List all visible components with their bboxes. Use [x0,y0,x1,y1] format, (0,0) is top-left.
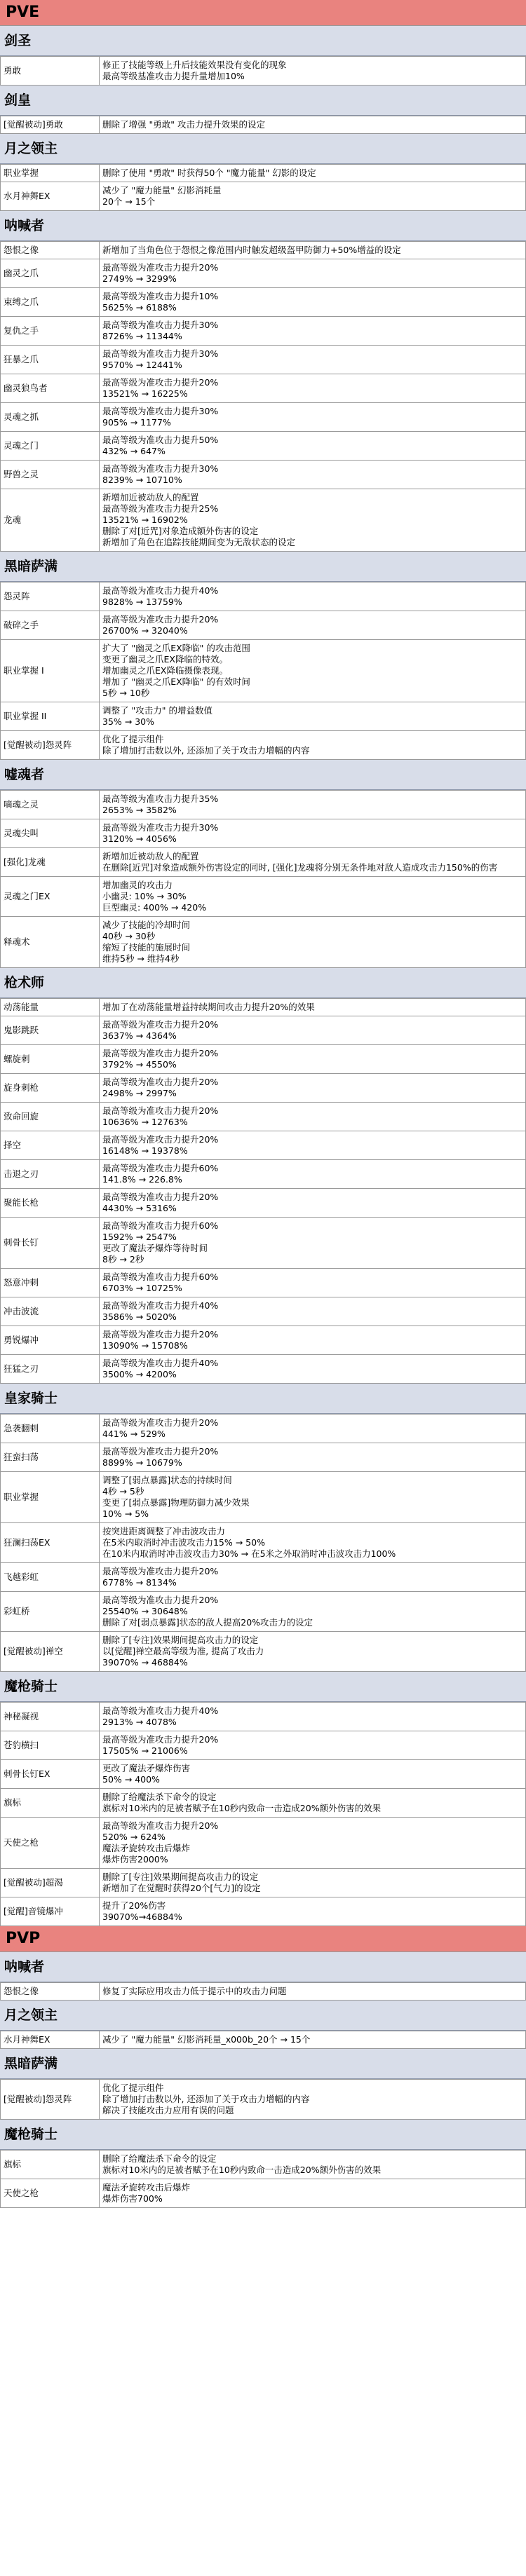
table-row [1,1760,526,1789]
skill-name: 嘀魂之灵 [1,791,100,819]
skill-table [0,164,526,211]
table-row [1,1016,526,1045]
skill-table [0,1982,526,2001]
skill-change: 修复了实际应用攻击力低于提示中的攻击力问题 [100,1983,526,2001]
skill-name: [觉醒被动]禅空 [1,1632,100,1672]
skill-name: 聚能长枪 [1,1189,100,1218]
class-header: 皇家骑士 [0,1384,526,1414]
skill-change: 新增加近被动敌人的配置 在删除[近咒]对象造成额外伤害设定的同时, [强化]龙魂将分别无条件地对敌人造成攻击力150%的伤害 [100,848,526,877]
class-header: 月之领主 [0,2001,526,2031]
skill-change: 最高等级为准攻击力提升20% 6778% → 8134% [100,1563,526,1592]
table-row [1,1789,526,1818]
skill-change: 优化了提示组件 除了增加打击数以外, 还添加了关于攻击力增幅的内容 [100,731,526,760]
skill-name: 冲击波流 [1,1297,100,1326]
table-row [1,917,526,968]
skill-change: 删除了给魔法杀下命令的设定 旗标对10米内的足被者赋予在10秒内致命一击造成20%额外伤害的效果 [100,1789,526,1818]
skill-change: 调整了[弱点暴露]状态的持续时间 4秒 → 5秒 变更了[弱点暴露]物理防御力减少效果 10% → 5% [100,1472,526,1523]
skill-change: 优化了提示组件 除了增加打击数以外, 还添加了关于攻击力增幅的内容 解决了技能攻击力应用有误的问题 [100,2080,526,2120]
skill-name: 野兽之灵 [1,461,100,489]
skill-change: 减少了 "魔力能量" 幻影消耗量_x000b_20个 → 15个 [100,2031,526,2049]
skill-name: 彩虹桥 [1,1592,100,1632]
skill-change: 最高等级为准攻击力提升30% 905% → 1177% [100,403,526,432]
table-row [1,877,526,917]
table-row [1,2031,526,2049]
table-row [1,1269,526,1297]
skill-table [0,2079,526,2120]
table-row [1,403,526,432]
skill-change: 最高等级为准攻击力提升20% 25540% → 30648% 删除了对[弱点暴露]状态的敌人提高20%攻击力的设定 [100,1592,526,1632]
mode-header: PVE [0,0,526,26]
skill-name: 勇锐爆冲 [1,1326,100,1355]
skill-change: 最高等级为准攻击力提升20% 17505% → 21006% [100,1731,526,1760]
skill-table [0,582,526,760]
skill-table [0,241,526,552]
skill-name: 天使之枪 [1,2179,100,2208]
table-row [1,2179,526,2208]
skill-name: 择空 [1,1131,100,1160]
skill-name: 职业掌握 I [1,640,100,702]
table-row [1,791,526,819]
skill-change: 最高等级为准攻击力提升50% 432% → 647% [100,432,526,461]
skill-change: 调整了 "攻击力" 的增益数值 35% → 30% [100,702,526,731]
skill-name: 释魂术 [1,917,100,968]
skill-name: 旗标 [1,1789,100,1818]
skill-name: 狂猛之刃 [1,1355,100,1384]
skill-change: 最高等级为准攻击力提升40% 9828% → 13759% [100,582,526,611]
skill-name: 束缚之爪 [1,288,100,317]
table-row [1,1523,526,1563]
skill-change: 减少了技能的冷却时间 40秒 → 30秒 缩短了技能的施展时间 维持5秒 → 维持4秒 [100,917,526,968]
class-header: 嘘魂者 [0,760,526,790]
class-header: 黑暗萨满 [0,552,526,582]
skill-name: 苍豹横扫 [1,1731,100,1760]
skill-change: 更改了魔法矛爆炸伤害 50% → 400% [100,1760,526,1789]
table-row [1,819,526,848]
skill-name: 螺旋刺 [1,1045,100,1074]
table-row [1,1897,526,1926]
skill-change: 删除了使用 "勇敢" 时获得50个 "魔力能量" 幻影的设定 [100,165,526,182]
table-row [1,259,526,288]
skill-table [0,1702,526,1926]
table-row [1,346,526,374]
skill-change: 最高等级为准攻击力提升30% 9570% → 12441% [100,346,526,374]
skill-name: 神秘凝视 [1,1703,100,1731]
skill-change: 新增加近被动敌人的配置 最高等级为准攻击力提升25% 13521% → 16902% 删除了对[近咒]对象造成额外伤害的设定 新增加了角色在追踪技能期间变为无敌状态的设定 [100,489,526,552]
table-row [1,1297,526,1326]
skill-change: 最高等级为准攻击力提升60% 6703% → 10725% [100,1269,526,1297]
skill-change: 修正了技能等级上升后技能效果没有变化的现象 最高等级基准攻击力提升量增加10% [100,57,526,86]
skill-name: 水月神舞EX [1,182,100,211]
skill-name: 龙魂 [1,489,100,552]
skill-name: 职业掌握 [1,165,100,182]
table-row [1,1218,526,1269]
skill-change: 提升了20%伤害 39070%→46884% [100,1897,526,1926]
class-header: 枪术师 [0,968,526,998]
table-row [1,1632,526,1672]
class-header: 剑皇 [0,86,526,116]
skill-change: 最高等级为准攻击力提升30% 8726% → 11344% [100,317,526,346]
skill-name: 水月神舞EX [1,2031,100,2049]
skill-name: 刺骨长钉EX [1,1760,100,1789]
skill-change: 最高等级为准攻击力提升60% 141.8% → 226.8% [100,1160,526,1189]
skill-name: 复仇之手 [1,317,100,346]
skill-name: 怨灵阵 [1,582,100,611]
skill-change: 删除了给魔法杀下命令的设定 旗标对10米内的足被者赋予在10秒内致命一击造成20%额外伤害的效果 [100,2151,526,2179]
table-row [1,489,526,552]
skill-change: 删除了增强 "勇敢" 攻击力提升效果的设定 [100,116,526,134]
skill-change: 删除了[专注]效果期间提高攻击力的设定 以[觉醒]禅空最高等级为准, 提高了攻击力 39070% → 46884% [100,1632,526,1672]
skill-change: 新增加了当角色位于怨恨之像范围内时触发超级盔甲防御力+50%增益的设定 [100,242,526,259]
class-header: 魔枪骑士 [0,1672,526,1702]
table-row [1,1045,526,1074]
table-row [1,2080,526,2120]
skill-name: 职业掌握 [1,1472,100,1523]
skill-table [0,998,526,1384]
skill-name: 幽灵狼鸟者 [1,374,100,403]
table-row [1,1472,526,1523]
table-row [1,1415,526,1443]
class-header: 魔枪骑士 [0,2120,526,2150]
table-row [1,1731,526,1760]
skill-name: 怨恨之像 [1,242,100,259]
skill-name: 鬼影跳跃 [1,1016,100,1045]
mode-header: PVP [0,1926,526,1952]
skill-change: 扩大了 "幽灵之爪EX降临" 的攻击范围 变更了幽灵之爪EX降临的特效。 增加幽灵之爪EX降临摄像表现。 增加了 "幽灵之爪EX降临" 的有效时间 5秒 → 10秒 [100,640,526,702]
skill-name: [觉醒被动]超渴 [1,1869,100,1897]
table-row [1,317,526,346]
skill-name: 动荡能量 [1,999,100,1016]
skill-change: 最高等级为准攻击力提升20% 520% → 624% 魔法矛旋转攻击后爆炸 爆炸伤害2000% [100,1818,526,1869]
skill-name: 旋身刺枪 [1,1074,100,1103]
skill-name: 灵魂尖叫 [1,819,100,848]
skill-change: 最高等级为准攻击力提升20% 3637% → 4364% [100,1016,526,1045]
skill-change: 最高等级为准攻击力提升40% 3500% → 4200% [100,1355,526,1384]
table-row [1,731,526,760]
skill-change: 减少了 "魔力能量" 幻影消耗量 20个 → 15个 [100,182,526,211]
table-row [1,702,526,731]
skill-name: 狂澜扫荡EX [1,1523,100,1563]
skill-table [0,1414,526,1672]
skill-change: 最高等级为准攻击力提升20% 8899% → 10679% [100,1443,526,1472]
skill-table [0,2150,526,2208]
table-row [1,640,526,702]
table-row [1,461,526,489]
skill-name: [觉醒被动]怨灵阵 [1,2080,100,2120]
skill-name: 刺骨长钉 [1,1218,100,1269]
skill-name: 怨恨之像 [1,1983,100,2001]
class-header: 呐喊者 [0,211,526,241]
table-row [1,1103,526,1131]
skill-name: 灵魂之门EX [1,877,100,917]
skill-change: 按突进距离调整了冲击波攻击力 在5米内取消时冲击波攻击力15% → 50% 在10米内取消时冲击波攻击力30% → 在5米之外取消时冲击波攻击力100% [100,1523,526,1563]
skill-name: 飞越彩虹 [1,1563,100,1592]
skill-change: 最高等级为准攻击力提升20% 441% → 529% [100,1415,526,1443]
table-row [1,432,526,461]
skill-name: 致命回旋 [1,1103,100,1131]
skill-name: 职业掌握 II [1,702,100,731]
skill-change: 增加了在动荡能量增益持续期间攻击力提升20%的效果 [100,999,526,1016]
table-row [1,288,526,317]
skill-change: 最高等级为准攻击力提升20% 13090% → 15708% [100,1326,526,1355]
skill-name: [觉醒被动]怨灵阵 [1,731,100,760]
skill-change: 最高等级为准攻击力提升40% 3586% → 5020% [100,1297,526,1326]
skill-name: 天使之枪 [1,1818,100,1869]
table-row [1,242,526,259]
table-row [1,1818,526,1869]
table-row [1,1074,526,1103]
skill-change: 删除了[专注]效果期间提高攻击力的设定 新增加了在觉醒时获得20个[气力]的设定 [100,1869,526,1897]
skill-change: 最高等级为准攻击力提升20% 3792% → 4550% [100,1045,526,1074]
table-row [1,182,526,211]
table-row [1,1326,526,1355]
skill-name: 怒意冲刺 [1,1269,100,1297]
skill-change: 最高等级为准攻击力提升30% 8239% → 10710% [100,461,526,489]
skill-change: 最高等级为准攻击力提升10% 5625% → 6188% [100,288,526,317]
skill-change: 最高等级为准攻击力提升20% 2498% → 2997% [100,1074,526,1103]
skill-change: 最高等级为准攻击力提升20% 13521% → 16225% [100,374,526,403]
table-row [1,1131,526,1160]
table-row [1,1355,526,1384]
skill-name: 灵魂之门 [1,432,100,461]
skill-name: [觉醒被动]勇敢 [1,116,100,134]
skill-table [0,116,526,134]
table-row [1,1189,526,1218]
skill-name: 击退之刃 [1,1160,100,1189]
table-row [1,374,526,403]
class-header: 呐喊者 [0,1952,526,1982]
table-row [1,116,526,134]
table-row [1,1592,526,1632]
skill-change: 最高等级为准攻击力提升35% 2653% → 3582% [100,791,526,819]
skill-change: 最高等级为准攻击力提升20% 10636% → 12763% [100,1103,526,1131]
table-row [1,999,526,1016]
table-row [1,1443,526,1472]
class-header: 黑暗萨满 [0,2049,526,2079]
table-row [1,1160,526,1189]
table-row [1,1869,526,1897]
class-header: 剑圣 [0,26,526,56]
skill-name: 幽灵之爪 [1,259,100,288]
skill-change: 最高等级为准攻击力提升20% 4430% → 5316% [100,1189,526,1218]
skill-name: 狂蛮扫荡 [1,1443,100,1472]
skill-name: 破碎之手 [1,611,100,640]
skill-change: 最高等级为准攻击力提升20% 16148% → 19378% [100,1131,526,1160]
table-row [1,848,526,877]
skill-name: 灵魂之抓 [1,403,100,432]
table-row [1,57,526,86]
table-row [1,1983,526,2001]
skill-name: 急袭翻刺 [1,1415,100,1443]
skill-table [0,2031,526,2049]
table-row [1,582,526,611]
skill-change: 增加幽灵的攻击力 小幽灵: 10% → 30% 巨型幽灵: 400% → 420% [100,877,526,917]
skill-change: 最高等级为准攻击力提升30% 3120% → 4056% [100,819,526,848]
skill-change: 魔法矛旋转攻击后爆炸 爆炸伤害700% [100,2179,526,2208]
skill-name: 狂暴之爪 [1,346,100,374]
skill-change: 最高等级为准攻击力提升40% 2913% → 4078% [100,1703,526,1731]
table-row [1,2151,526,2179]
table-row [1,611,526,640]
skill-name: 勇敢 [1,57,100,86]
skill-change: 最高等级为准攻击力提升20% 2749% → 3299% [100,259,526,288]
skill-table [0,56,526,86]
table-row [1,165,526,182]
skill-name: [强化]龙魂 [1,848,100,877]
table-row [1,1563,526,1592]
table-row [1,1703,526,1731]
skill-name: 旗标 [1,2151,100,2179]
skill-change: 最高等级为准攻击力提升20% 26700% → 32040% [100,611,526,640]
skill-table [0,790,526,968]
class-header: 月之领主 [0,134,526,164]
skill-name: [觉醒]音镜爆冲 [1,1897,100,1926]
skill-change: 最高等级为准攻击力提升60% 1592% → 2547% 更改了魔法矛爆炸等待时间 8秒 → 2秒 [100,1218,526,1269]
